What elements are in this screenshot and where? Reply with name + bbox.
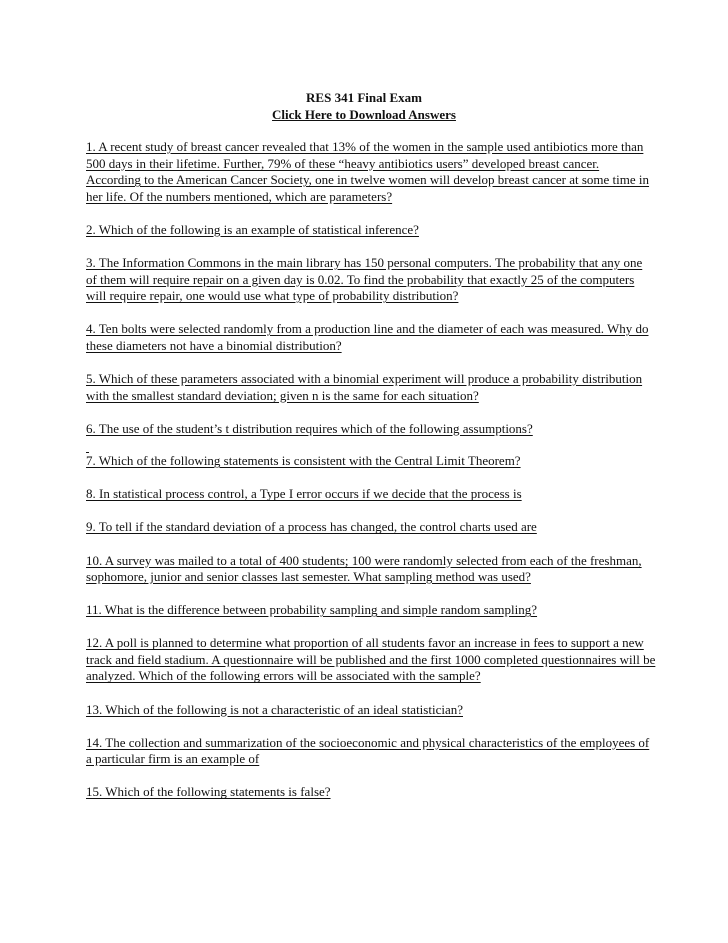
question-14: 14. The collection and summarization of the socioeconomic and physical characteristics of the employees of a particular firm is an example of bbox=[86, 734, 650, 767]
question-6: 6. The use of the student’s t distribution requires which of the following assumptions? bbox=[86, 420, 533, 436]
question-list bbox=[86, 139, 656, 817]
document-header bbox=[0, 89, 728, 123]
question-10: 10. A survey was mailed to a total of 400 students; 100 were randomly selected from each of the freshman, sophomore, junior and senior classes last semester. What sampling method was used? bbox=[86, 552, 642, 585]
question-9: 9. To tell if the standard deviation of a process has changed, the control charts used are bbox=[86, 519, 537, 535]
question-11: 11. What is the difference between probability sampling and simple random sampling? bbox=[86, 602, 538, 618]
download-answers-link[interactable]: Click Here to Download Answers bbox=[272, 107, 456, 122]
underline-mark bbox=[86, 441, 656, 453]
question-3: 3. The Information Commons in the main library has 150 personal computers. The probability that any one of them will require repair on a given day is 0.02. To find the probability that exactly 25 of the computers will require repair, one would use what type of probability distribution? bbox=[86, 254, 643, 304]
question-15: 15. Which of the following statements is false? bbox=[86, 784, 331, 800]
question-1: 1. A recent study of breast cancer revealed that 13% of the women in the sample used antibiotics more than 500 days in their lifetime. Further, 79% of these “heavy antibiotics users” developed breast cancer. According to the American Cancer Society, one in twelve women will develop breast cancer at some time in her life. Of the numbers mentioned, which are parameters? bbox=[86, 139, 650, 204]
question-2: 2. Which of the following is an example of statistical inference? bbox=[86, 221, 419, 237]
question-8: 8. In statistical process control, a Type I error occurs if we decide that the process is bbox=[86, 486, 522, 502]
exam-title: RES 341 Final Exam bbox=[306, 90, 422, 105]
question-4: 4. Ten bolts were selected randomly from a production line and the diameter of each was measured. Why do these diameters not have a binomial distribution? bbox=[86, 321, 649, 353]
question-7: 7. Which of the following statements is consistent with the Central Limit Theorem? bbox=[86, 453, 521, 469]
question-5: 5. Which of these parameters associated with a binomial experiment will produce a probability distribution with the smallest standard deviation; given n is the same for each situation? bbox=[86, 370, 643, 403]
question-12: 12. A poll is planned to determine what proportion of all students favor an increase in fees to support a new track and field stadium. A questionnaire will be published and the first 1000 completed questionnaires will be analyzed. Which of the following errors will be associated with the sample? bbox=[86, 635, 656, 684]
question-13: 13. Which of the following is not a characteristic of an ideal statistician? bbox=[86, 701, 463, 717]
